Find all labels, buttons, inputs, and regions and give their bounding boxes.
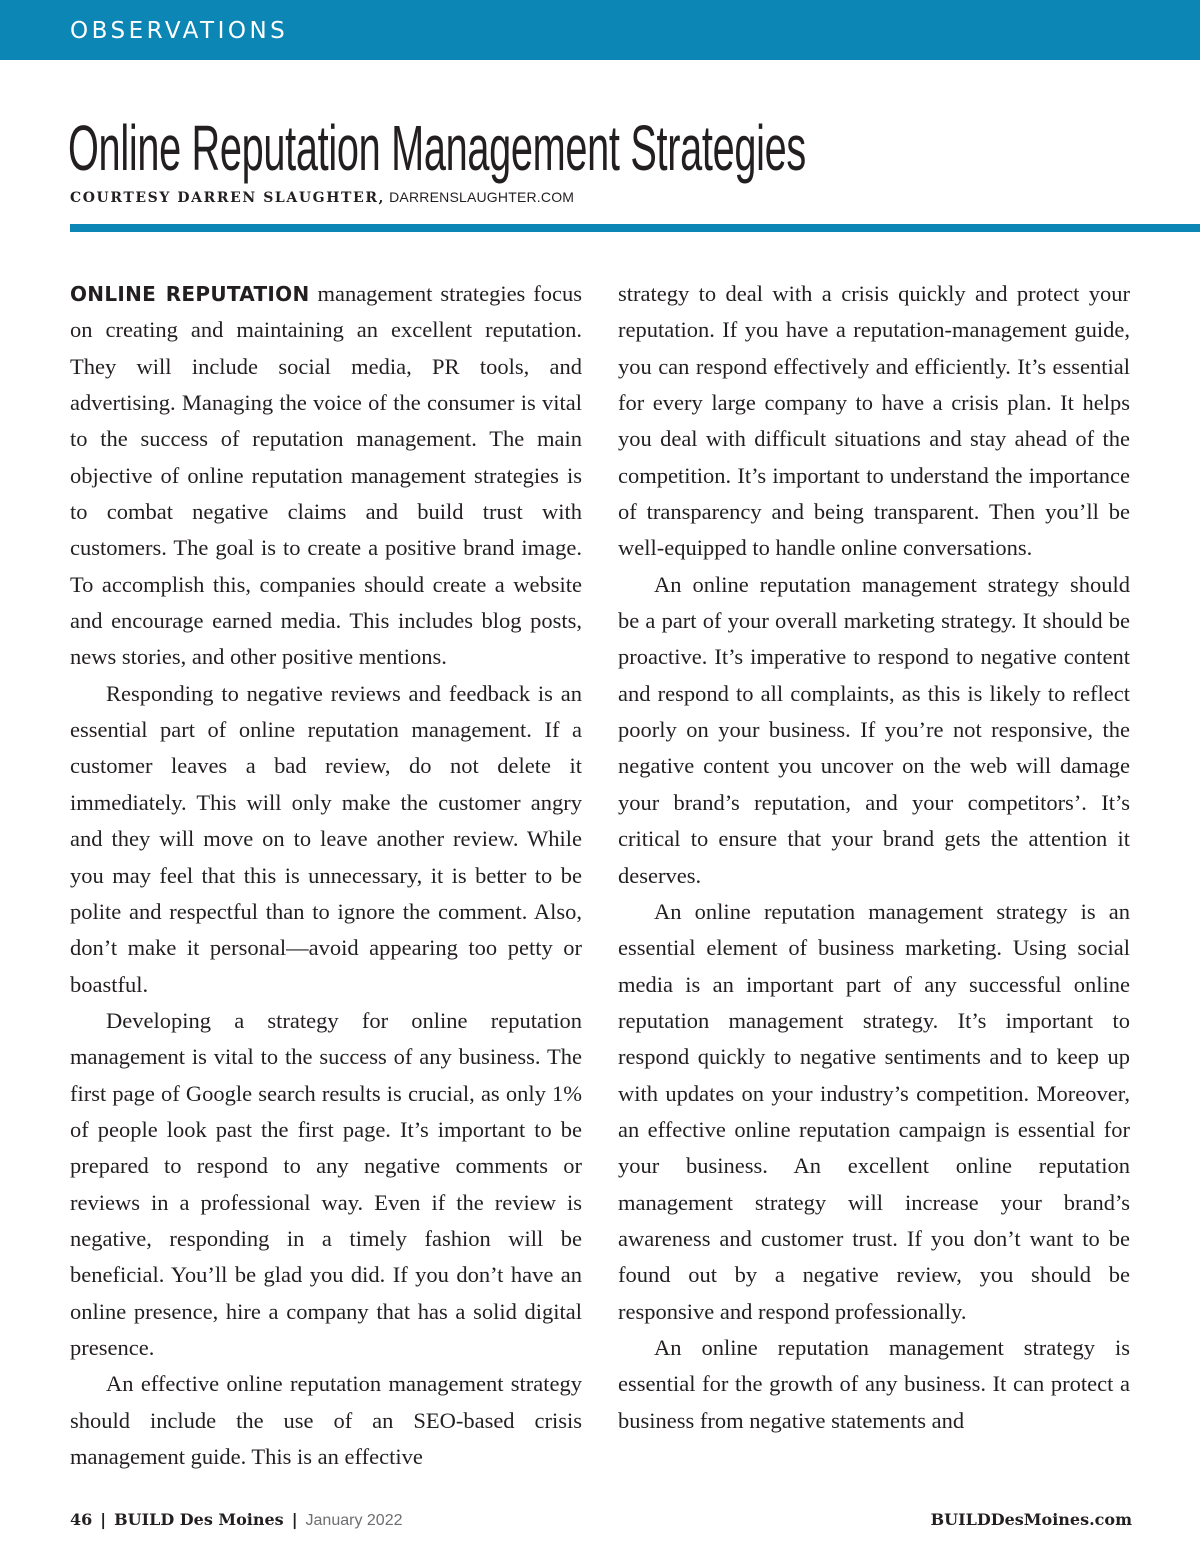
paragraph-text: management strategies focus on creating and maintaining an excellent reputation. They will include social media, PR tools, and advertising. Managing the voice of the consumer is vital to the success of reputation management. The main objective of online reputation management strategies is to combat negative claims and build trust with customers. The goal is to create a positive brand image. To accomplish this, companies should create a website and encourage earned media. This includes blog posts, news stories, and other positive mentions. (70, 281, 582, 670)
page-footer (70, 1508, 1132, 1532)
paragraph: An online reputation management strategy is an essential element of business marketing. Using social media is an important part of any successful online reputation management strategy. It’s important to respond quickly to negative sentiments and to keep up with updates on your industry’s competition. Moreover, an effective online reputation campaign is essential for your business. An excellent online reputation management strategy will increase your brand’s awareness and customer trust. If you don’t want to be found out by a negative review, you should be responsive and respond professionally. (618, 898, 1130, 1324)
byline-author: COURTESY DARREN SLAUGHTER, (70, 190, 386, 206)
paragraph: An effective online reputation management strategy should include the use of an SEO-based crisis management guide. This is an effective (70, 1371, 582, 1469)
footer-folio (70, 1508, 403, 1533)
section-header-bar (0, 0, 1200, 60)
article-column-right (618, 276, 1130, 1439)
page-number: 46 (70, 1510, 93, 1529)
paragraph: An online reputation management strategy should be a part of your overall marketing strategy. It should be proactive. It’s imperative to respond to negative content and respond to all complaints, as this is likely to reflect poorly on your business. If you’re not responsive, the negative content you uncover on the web will damage your brand’s reputation, and your competitors’. It’s critical to ensure that your brand gets the attention it deserves. (618, 571, 1130, 888)
paragraph: strategy to deal with a crisis quickly and protect your reputation. If you have a reputation-management guide, you can respond effectively and efficiently. It’s essential for every large company to have a crisis plan. It helps you deal with difficult situations and stay ahead of the competition. It’s important to understand the importance of transparency and being transparent. Then you’ll be well-equipped to handle online conversations. (618, 281, 1130, 561)
byline-website[interactable]: DARRENSLAUGHTER.COM (385, 189, 575, 205)
footer-separator: | (100, 1510, 107, 1529)
paragraph: Responding to negative reviews and feedback is an essential part of online reputation management. If a customer leaves a bad review, do not delete it immediately. This will only make the customer angry and they will move on to leave another review. While you may feel that this is unnecessary, it is better to be polite and respectful than to ignore the comment. Also, don’t make it personal—avoid appearing too petty or boastful. (70, 680, 582, 997)
article-title: Online Reputation Management Strategies (68, 112, 806, 184)
paragraph: An online reputation management strategy is essential for the growth of any business. It can protect a business from negative statements and (618, 1334, 1130, 1433)
section-label: OBSERVATIONS (70, 18, 289, 44)
lead-in: ONLINE REPUTATION (70, 282, 310, 306)
header-divider (70, 224, 1200, 232)
paragraph (70, 276, 582, 676)
publication-name: BUILD Des Moines (114, 1510, 284, 1529)
article-column-left (70, 276, 582, 1475)
issue-date: January 2022 (305, 1512, 403, 1529)
paragraph: Developing a strategy for online reputation management is vital to the success of any business. The first page of Google search results is crucial, as only 1% of people look past the first page. It’s important to be prepared to respond to any negative comments or reviews in a professional way. Even if the review is negative, responding in a timely fashion will be beneficial. You’ll be glad you did. If you don’t have an online presence, hire a company that has a solid digital presence. (70, 1007, 582, 1360)
publication-website[interactable]: BUILDDesMoines.com (930, 1510, 1132, 1529)
footer-separator: | (291, 1510, 298, 1529)
byline (70, 189, 574, 207)
